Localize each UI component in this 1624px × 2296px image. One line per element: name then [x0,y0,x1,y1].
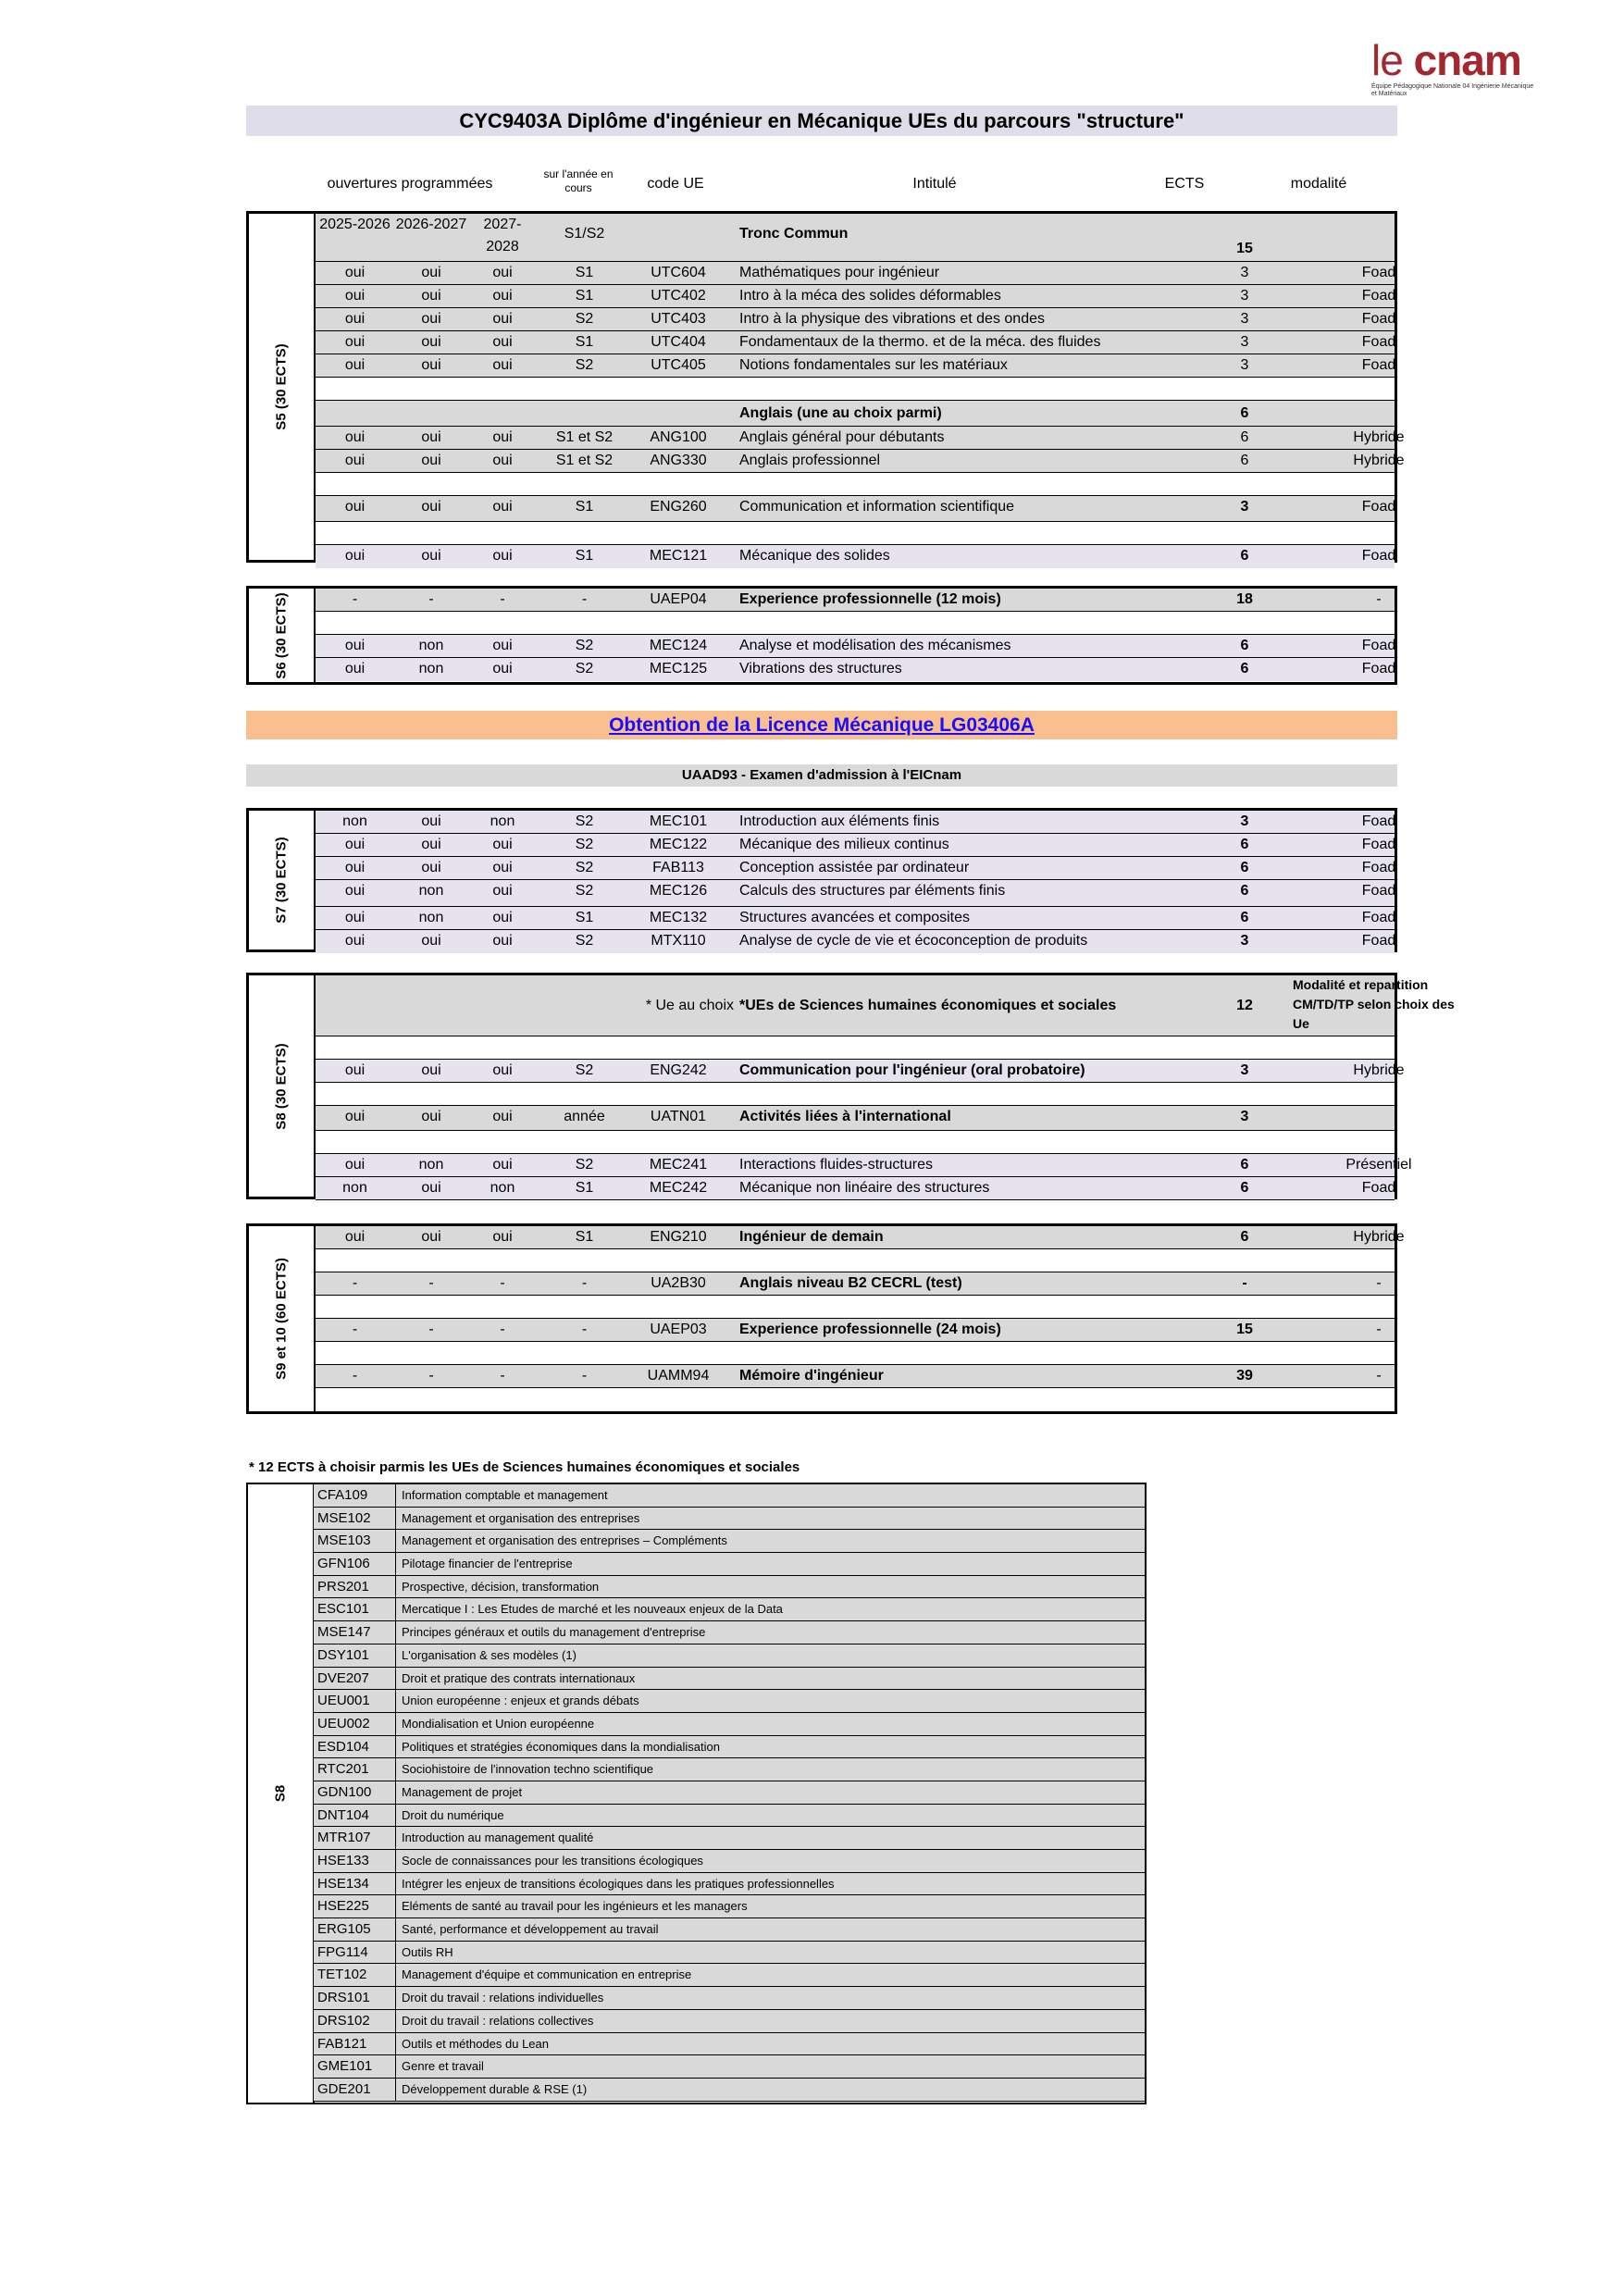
list-item-label: Pilotage financier de l'entreprise [402,1557,573,1571]
tronc-commun-ects: 15 [1236,241,1253,256]
list-item-label: Intégrer les enjeux de transitions écologiques dans les pratiques professionnelles [402,1876,835,1891]
s5-block [246,211,1405,564]
s910-block [246,1223,1405,1414]
list-item [314,1942,1145,1965]
list-item-label: Développement durable & RSE (1) [402,2081,588,2096]
list-item-code: ERG105 [317,1921,371,1938]
list-item-code: DVE207 [317,1669,369,1686]
table-row: oui non oui S2 MEC241 Interactions fluides-structures 6 Présentiel [316,1154,1395,1177]
tronc-commun-label: Tronc Commun [739,226,849,242]
table-row: - - - - UAEP04 Experience professionnelle (12 mois) 18 - [316,589,1395,612]
list-item-label: Union européenne : enjeux et grands débats [402,1694,639,1708]
logo-subtitle: Équipe Pédagogique Nationale 04 Ingénierie Mécanique et Matériaux [1371,83,1534,97]
header-ouvertures: ouvertures programmées [327,176,493,192]
list-item [314,1576,1145,1599]
anglais-header-row: Anglais (une au choix parmi) 6 [316,401,1395,427]
list-item [314,1850,1145,1873]
list-item-code: GFN106 [317,1556,370,1572]
table-row: oui oui oui S2 ENG242 Communication pour l'ingénieur (oral probatoire) 3 Hybride [316,1060,1395,1083]
spacer-row [316,522,1395,545]
list-item-code: DSY101 [317,1646,369,1663]
licence-banner [246,711,1397,739]
list-item-code: PRS201 [317,1578,369,1595]
list-item-code: CFA109 [317,1487,368,1503]
table-row: non oui non S2 MEC101 Introduction aux éléments finis 3 Foad [316,811,1395,834]
list-item [314,1644,1145,1668]
list-item-code: HSE133 [317,1853,369,1868]
list-item [314,1484,1145,1508]
spacer-row [316,612,1395,635]
spacer-row [316,1083,1395,1106]
header-annee: sur l'année en cours [543,168,614,194]
list-item [314,1530,1145,1553]
list-item-label: Droit du travail : relations collectives [402,2013,594,2028]
header-modalite: modalité [1290,176,1347,192]
list-item [314,1668,1145,1691]
s910-side [249,1226,316,1411]
s1s2-label: S1/S2 [564,226,605,242]
list-item-code: GME101 [317,2058,373,2075]
table-row: non oui non S1 MEC242 Mécanique non linéaire des structures 6 Foad [316,1177,1395,1200]
list-item-label: Management et organisation des entreprises – Compléments [402,1533,727,1548]
spacer-row [316,1036,1395,1060]
list-item-code: HSE225 [317,1898,369,1915]
spacer-row [316,378,1395,401]
list-item-label: Mondialisation et Union européenne [402,1716,595,1731]
list-item-code: DRS102 [317,2012,370,2029]
table-row: oui oui oui S2 FAB113 Conception assistée par ordinateur 6 Foad [316,857,1395,880]
table-row: oui oui oui S1 ENG210 Ingénieur de demain 6 Hybride [316,1226,1395,1249]
table-row: oui oui oui S1 et S2 ANG330 Anglais professionnel 6 Hybride [316,450,1395,473]
list-item-label: Outils RH [402,1944,453,1959]
list-item-code: ESC101 [317,1601,369,1618]
s8-label: S8 (30 ECTS) [273,1042,290,1130]
table-row: - - - - UA2B30 Anglais niveau B2 CECRL (test) - - [316,1272,1395,1296]
licence-link[interactable]: Obtention de la Licence Mécanique LG03406A [609,714,1035,736]
list-item [314,1758,1145,1781]
list-item-code: MSE103 [317,1533,371,1549]
s5-side [249,214,316,560]
header-ects: ECTS [1164,176,1205,192]
list-item-code: RTC201 [317,1761,369,1778]
spacer-row [316,1342,1395,1365]
list-item [314,1553,1145,1576]
list-item [314,1713,1145,1736]
list-item-code: UEU001 [317,1693,370,1709]
list-item [314,2055,1145,2079]
logo-text-cnam: cnam [1413,36,1521,84]
s8-side [249,975,316,1197]
list-item-code: TET102 [317,1967,367,1983]
list-item [314,1987,1145,2010]
list-item [314,1805,1145,1828]
table-row: oui non oui S2 MEC126 Calculs des structures par éléments finis 6 Foad [316,880,1395,907]
spacer-row [316,1249,1395,1272]
list-item-label: Prospective, décision, transformation [402,1579,600,1594]
list-item-label: Socle de connaissances pour les transitions écologiques [402,1854,703,1868]
list-item-label: Management d'équipe et communication en entreprise [402,1967,692,1982]
list-item-label: Eléments de santé au travail pour les ingénieurs et les managers [402,1899,748,1914]
list-item-label: Genre et travail [402,2059,484,2074]
table-row: oui non oui S2 MEC125 Vibrations des structures 6 Foad [316,658,1395,681]
s6-label: S6 (30 ECTS) [273,591,290,679]
table-row: oui oui oui année UATN01 Activités liées à l'international 3 [316,1106,1395,1131]
list-item-code: MSE147 [317,1624,371,1641]
list-item [314,1508,1145,1531]
table-row: oui oui oui S2 MTX110 Analyse de cycle de vie et écoconception de produits 3 Foad [316,930,1395,953]
shs-list-side [248,1484,315,2103]
list-item-label: Management et organisation des entreprises [402,1510,640,1525]
list-item-label: Droit et pratique des contrats internationaux [402,1670,636,1685]
list-item-label: Droit du numérique [402,1807,504,1822]
s7-side [249,811,316,949]
list-item [314,2033,1145,2056]
spacer-row [316,1296,1395,1319]
table-row: oui oui oui S1 ENG260 Communication et information scientifique 3 Foad [316,496,1395,522]
s910-label: S9 et 10 (60 ECTS) [273,1258,290,1380]
shs-header-row: * Ue au choix *UEs de Sciences humaines économiques et sociales 12 Modalité et repartition CM/TD/TP selon choix des Ue [316,975,1395,1036]
list-item-label: Politiques et stratégies économiques dans la mondialisation [402,1739,720,1754]
list-item [314,1598,1145,1621]
s8-block [246,973,1455,1199]
table-row: - - - - UAEP03 Experience professionnelle (24 mois) 15 - [316,1319,1395,1342]
header-code: code UE [647,176,704,192]
list-item-code: MTR107 [317,1830,371,1846]
shs-list [246,1483,1147,2104]
list-item [314,1895,1145,1918]
list-item-code: ESD104 [317,1738,369,1755]
table-row: oui non oui S1 MEC132 Structures avancées et composites 6 Foad [316,907,1395,930]
table-row: oui oui oui S1 UTC604 Mathématiques pour ingénieur 3 Foad [316,262,1395,285]
list-item-label: Mercatique I : Les Etudes de marché et les nouveaux enjeux de la Data [402,1602,783,1617]
list-item-code: FAB121 [317,2035,367,2052]
s6-block [246,586,1397,685]
table-row: oui oui oui S2 UTC405 Notions fondamentales sur les matériaux 3 Foad [316,354,1395,378]
list-item [314,1918,1145,1942]
s5-tronc-header [316,214,1395,262]
list-item [314,2079,1145,2102]
list-item-code: MSE102 [317,1509,371,1526]
list-item [314,1827,1145,1850]
list-item [314,1690,1145,1713]
s6-side [249,589,316,682]
list-item-code: FPG114 [317,1943,368,1960]
page-title: CYC9403A Diplôme d'ingénieur en Mécanique UEs du parcours "structure" [246,105,1397,136]
year-2: 2026-2027 [395,217,467,232]
table-row: oui oui oui S1 et S2 ANG100 Anglais général pour débutants 6 Hybride [316,427,1395,450]
shs-note: * 12 ECTS à choisir parmis les UEs de Sciences humaines économiques et sociales [249,1459,800,1475]
cnam-logo [1371,36,1538,98]
list-item-label: Santé, performance et développement au travail [402,1922,659,1937]
list-item-code: GDN100 [317,1783,372,1800]
table-row: oui oui oui S1 MEC121 Mécanique des solides 6 Foad [316,545,1395,568]
list-item-label: Droit du travail : relations individuelles [402,1991,604,2005]
table-row: - - - - UAMM94 Mémoire d'ingénieur 39 - [316,1365,1395,1388]
list-item-code: UEU002 [317,1715,370,1731]
list-item-label: Management de projet [402,1784,523,1799]
list-item-label: Principes généraux et outils du management d'entreprise [402,1625,706,1640]
list-item-label: Sociohistoire de l'innovation techno scientifique [402,1762,654,1777]
s7-label: S7 (30 ECTS) [273,837,290,924]
table-row: oui oui oui S2 UTC403 Intro à la physique des vibrations et des ondes 3 Foad [316,308,1395,331]
list-item [314,1964,1145,1987]
table-row: oui oui oui S1 UTC404 Fondamentaux de la thermo. et de la méca. des fluides 3 Foad [316,331,1395,354]
list-item-label: Introduction au management qualité [402,1831,594,1845]
list-item [314,1621,1145,1644]
s7-block [246,808,1397,952]
list-item [314,2010,1145,2033]
table-row: oui oui oui S2 MEC122 Mécanique des milieux continus 6 Foad [316,834,1395,857]
spacer-row [316,1131,1395,1154]
list-item-code: HSE134 [317,1875,369,1892]
list-item-label: L'organisation & ses modèles (1) [402,1647,576,1662]
header-intitule: Intitulé [912,176,957,192]
list-item [314,1736,1145,1759]
logo-text-le: le [1371,36,1414,84]
table-row: oui non oui S2 MEC124 Analyse et modélisation des mécanismes 6 Foad [316,635,1395,658]
s5-label: S5 (30 ECTS) [273,343,290,430]
list-item-code: DRS101 [317,1990,370,2006]
table-row: oui oui oui S1 UTC402 Intro à la méca des solides déformables 3 Foad [316,285,1395,308]
list-item-code: GDE201 [317,2080,371,2097]
list-item [314,1873,1145,1896]
year-1: 2025-2026 [319,217,391,232]
shs-list-rows [314,1484,1145,2103]
list-item-code: DNT104 [317,1806,369,1823]
spacer-row [316,1388,1395,1411]
uaad-banner: UAAD93 - Examen d'admission à l'EICnam [246,764,1397,787]
list-item [314,1781,1145,1805]
shs-list-label: S8 [272,1784,289,1803]
year-3: 2027-2028 [483,217,522,254]
list-item-label: Information comptable et management [402,1488,608,1502]
list-item-label: Outils et méthodes du Lean [402,2036,549,2051]
spacer-row [316,473,1395,496]
